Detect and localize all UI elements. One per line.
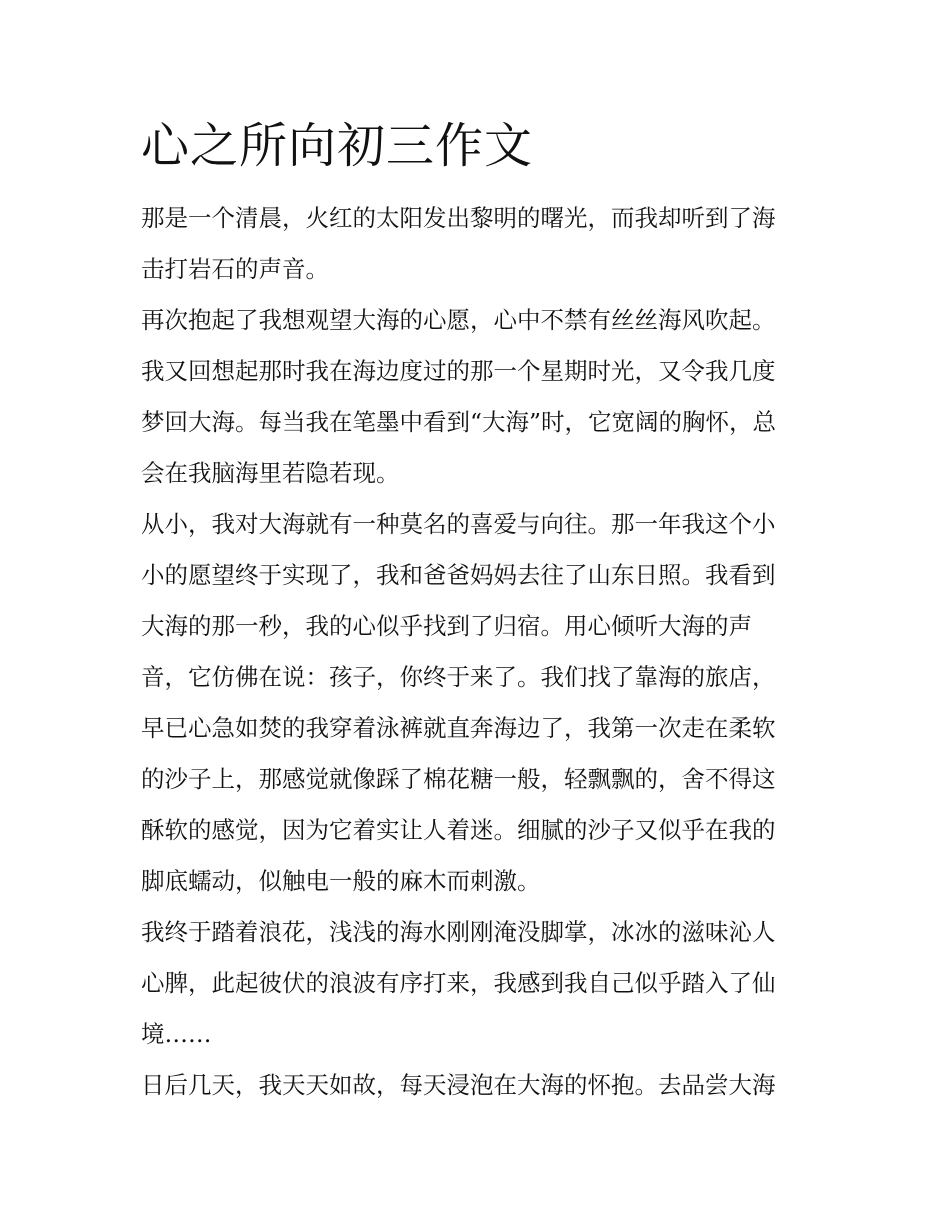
text-line: 脚底蠕动，似触电一般的麻木而刺激。: [141, 867, 541, 895]
text-line: 大海的那一秒，我的心似乎找到了归宿。用心倾听大海的声: [141, 612, 752, 640]
text-line: 早已心急如焚的我穿着泳裤就直奔海边了，我第一次走在柔软: [141, 714, 776, 742]
text-line: 境……: [141, 1020, 212, 1048]
text-line: 击打岩石的声音。: [141, 255, 329, 283]
text-line: 音，它仿佛在说：孩子，你终于来了。我们找了靠海的旅店，: [141, 663, 776, 691]
text-line: 我又回想起那时我在海边度过的那一个星期时光，又令我几度: [141, 357, 776, 385]
text-line: 日后几天，我天天如故，每天浸泡在大海的怀抱。去品尝大海: [141, 1071, 776, 1099]
text-line: 心脾，此起彼伏的浪波有序打来，我感到我自己似乎踏入了仙: [141, 969, 776, 997]
text-line: 会在我脑海里若隐若现。: [141, 459, 400, 487]
text-line: 我终于踏着浪花，浅浅的海水刚刚淹没脚掌，冰冰的滋味沁人: [141, 918, 776, 946]
document-title: 心之所向初三作文: [141, 118, 534, 174]
text-line: 再次抱起了我想观望大海的心愿，心中不禁有丝丝海风吹起。: [141, 306, 776, 334]
text-line: 那是一个清晨，火红的太阳发出黎明的曙光，而我却听到了海: [141, 204, 776, 232]
text-line: 酥软的感觉，因为它着实让人着迷。细腻的沙子又似乎在我的: [141, 816, 776, 844]
text-line: 小的愿望终于实现了，我和爸爸妈妈去往了山东日照。我看到: [141, 561, 776, 589]
text-line: 的沙子上，那感觉就像踩了棉花糖一般，轻飘飘的，舍不得这: [141, 765, 776, 793]
text-line: 梦回大海。每当我在笔墨中看到“大海”时，它宽阔的胸怀，总: [141, 408, 777, 436]
text-line: 从小，我对大海就有一种莫名的喜爱与向往。那一年我这个小: [141, 510, 776, 538]
